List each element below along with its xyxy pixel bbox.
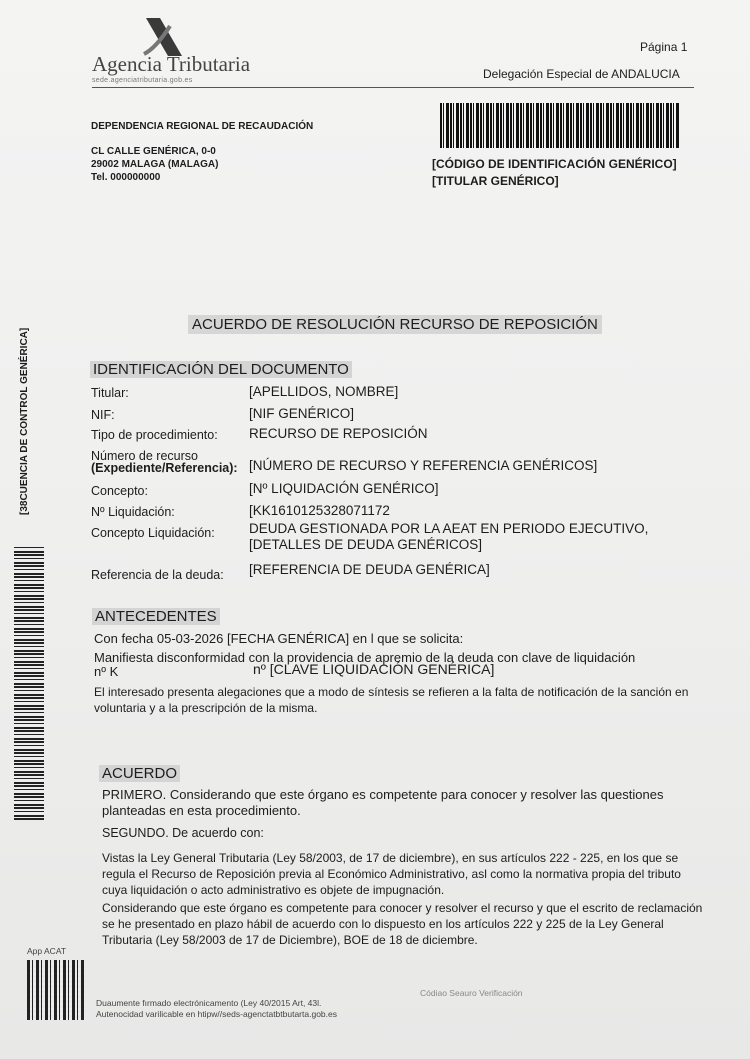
value-liquidation: [KK1610125328071172 xyxy=(249,503,390,518)
antecedentes-date: Con fecha 05-03-2026 [FECHA GENÉRICA] en l que se solicita: xyxy=(94,631,464,646)
value-debt-reference: [REFERENCIA DE DEUDA GENÉRICA] xyxy=(249,562,490,577)
antecedentes-allegations: El interesado presenta alegaciones que a modo de síntesis se refieren a la falta de notificación de la sanción en voluntaria y a la prescripción de la misma. xyxy=(94,685,689,715)
value-concept: [Nº LIQUIDACIÓN GENÉRICO] xyxy=(249,481,439,496)
antecedentes-key-prefix: nº K xyxy=(94,664,119,679)
acuerdo-heading: ACUERDO xyxy=(99,765,180,782)
acuerdo-primero: PRIMERO. Considerando que este órgano es competente para conocer y resolver las questiones planteadas en esta procedimiento. xyxy=(102,787,664,818)
address-barcode xyxy=(440,103,680,148)
value-liquidation-concept: DEUDA GESTIONADA POR LA AEAT EN PERIODO EJECUTIVO, xyxy=(249,521,649,536)
label-titular: Titular: xyxy=(91,386,129,400)
acuerdo-paragraph-2: Considerando que este órgano es competente para conocer y resolver el recurso y que el escrito de reclamación se he presentado en plazo hábil de acuerdo con lo dispuesto en los artículos 222 y 225 de la Ley General Tributaria (Ley 58/2003 de 17 de Diciembre), BOE de 18 de diciembre. xyxy=(102,901,703,947)
delegation: Delegación Especial de ANDALUCIA xyxy=(483,67,680,81)
antecedentes-key: nº [CLAVE LIQUIDACIÓN GENÉRICA] xyxy=(253,661,495,677)
label-appeal-number: Número de recurso xyxy=(91,449,198,463)
value-titular: [APELLIDOS, NOMBRE] xyxy=(249,384,399,399)
qr-code[interactable] xyxy=(27,960,85,1020)
value-liquidation-details: [DETALLES DE DEUDA GENÉRICOS] xyxy=(249,537,483,552)
header-divider xyxy=(92,87,694,88)
label-appeal-reference: (Expediente/Referencia): xyxy=(91,461,238,475)
sender-address2: 29002 MALAGA (MALAGA) xyxy=(91,159,219,170)
side-barcode xyxy=(14,545,44,820)
value-appeal-number: [NÚMERO DE RECURSO Y REFERENCIA GENÉRICOS] xyxy=(249,458,598,473)
label-debt-reference: Referencia de la deuda: xyxy=(91,568,224,582)
sender-department: DEPENDENCIA REGIONAL DE RECAUDACIÓN xyxy=(91,121,314,132)
logo-url: sede.agenciatributaria.gob.es xyxy=(92,77,193,84)
acuerdo-segundo: SEGUNDO. De acuerdo con: xyxy=(102,826,264,840)
sender-phone: Tel. 000000000 xyxy=(91,172,161,183)
acuerdo-paragraph-1: Vistas la Ley General Tributaria (Ley 58/2003, de 17 de diciembre), en sus artículos 222 - 225, en los que se regula el Recurso de Reposición previa al Económico Administrativo, asl como la normativa propia del tributo cuya liquidación o acto administrativo es objete de impugnación. xyxy=(102,851,681,897)
sender-address1: CL CALLE GENÉRICA, 0-0 xyxy=(91,146,216,157)
secure-verification-code: Códiao Seauro Verificación xyxy=(420,988,523,998)
app-label: App ACAT xyxy=(27,946,67,956)
label-procedure: Tipo de procedimiento: xyxy=(91,428,218,442)
page-number: Página 1 xyxy=(640,40,688,54)
logo-text: Agencia Tributaria xyxy=(92,52,251,76)
value-nif: [NIF GENÉRICO] xyxy=(249,406,355,421)
verification-url: Autenocidad varilicable en htipw//seds-agenctatbtbutarta.gob.es xyxy=(96,1009,337,1019)
label-liquidation: Nº Liquidación: xyxy=(91,505,175,519)
label-concept: Concepto: xyxy=(91,484,148,498)
identification-heading: IDENTIFICACIÓN DEL DOCUMENTO xyxy=(90,361,352,378)
control-sequence-text: [38CUENCIA DE CONTROL GENÉRICA] xyxy=(19,327,30,515)
recipient-holder: [TITULAR GENÉRICO] xyxy=(432,174,559,188)
label-liquidation-concept: Concepto Liquidación: xyxy=(91,526,215,540)
label-nif: NIF: xyxy=(91,408,115,422)
value-procedure: RECURSO DE REPOSICIÓN xyxy=(249,426,428,441)
document-title: ACUERDO DE RESOLUCIÓN RECURSO DE REPOSICIÓN xyxy=(188,315,602,334)
recipient-code: [CÓDIGO DE IDENTIFICACIÓN GENÉRICO] xyxy=(432,157,677,171)
antecedentes-heading: ANTECEDENTES xyxy=(92,608,220,625)
antecedentes-request: Manifiesta disconformidad con la providencia de apremio de la deuda con clave de liquidación xyxy=(94,650,636,665)
signed-notice: Duaumente fırmado electrónicamento (Ley 40/2015 Art, 43l. xyxy=(96,998,322,1008)
